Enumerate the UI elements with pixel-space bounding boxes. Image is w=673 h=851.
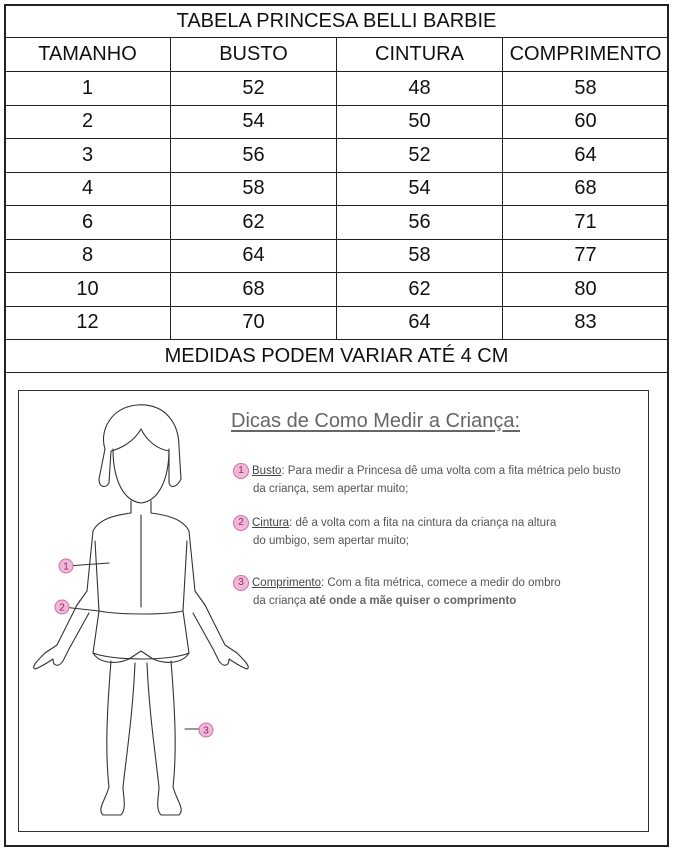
tip-busto [233,463,643,498]
tip-text-continuation: do umbigo, sem apertar muito; [253,534,409,547]
cell-comprimento: 80 [503,273,669,307]
guide-title: Dicas de Como Medir a Criança: [231,410,520,432]
cell-busto: 54 [171,105,337,139]
cell-comprimento: 83 [503,306,669,340]
table-header-row [5,38,669,72]
header-tamanho: TAMANHO [5,38,171,72]
table-title: TABELA PRINCESA BELLI BARBIE [5,5,669,38]
tip-text-continuation: da criança, sem apertar muito; [253,482,409,495]
cell-comprimento: 71 [503,206,669,240]
tip-comprimento [233,575,643,610]
cell-busto: 68 [171,273,337,307]
cell-cintura: 62 [337,273,503,307]
table-row [5,306,669,340]
tip-text: : Para medir a Princesa dê uma volta com a fita métrica pelo busto [281,465,621,478]
marker-cintura-label: 2 [59,602,65,614]
cell-comprimento: 77 [503,239,669,273]
header-busto: BUSTO [171,38,337,72]
size-table [4,4,669,373]
table-row [5,72,669,106]
tip-term: Busto [252,465,282,478]
marker-busto-label: 1 [63,561,69,573]
cell-cintura: 50 [337,105,503,139]
cell-size: 8 [5,239,171,273]
header-cintura: CINTURA [337,38,503,72]
marker-comprimento [199,723,213,737]
marker-cintura [55,600,69,614]
tip-text-continuation: da criança [253,594,310,607]
cell-size: 12 [5,306,171,340]
table-row [5,139,669,173]
cell-cintura: 64 [337,306,503,340]
table-row [5,206,669,240]
tip-number-badge: 3 [233,575,249,591]
tip-text-emphasis: até onde a mãe quiser o comprimento [309,594,517,607]
cell-cintura: 54 [337,172,503,206]
cell-size: 4 [5,172,171,206]
tip-text: : dê a volta com a fita na cintura da criança na altura [289,517,557,530]
table-row [5,172,669,206]
table-footer-note: MEDIDAS PODEM VARIAR ATÉ 4 CM [5,340,669,373]
tip-term: Cintura [252,517,290,530]
cell-busto: 62 [171,206,337,240]
cell-size: 2 [5,105,171,139]
cell-cintura: 56 [337,206,503,240]
cell-size: 6 [5,206,171,240]
cell-comprimento: 68 [503,172,669,206]
tip-term: Comprimento [252,577,322,590]
cell-busto: 58 [171,172,337,206]
table-row [5,273,669,307]
cell-busto: 64 [171,239,337,273]
tip-cintura [233,515,643,550]
table-row [5,105,669,139]
cell-busto: 70 [171,306,337,340]
measurement-markers [55,559,213,737]
tip-number-badge: 1 [233,463,249,479]
cell-comprimento: 64 [503,139,669,173]
measuring-guide-panel [18,390,649,832]
cell-size: 10 [5,273,171,307]
cell-size: 1 [5,72,171,106]
cell-comprimento: 58 [503,72,669,106]
marker-busto [59,559,73,573]
cell-cintura: 48 [337,72,503,106]
cell-busto: 52 [171,72,337,106]
cell-size: 3 [5,139,171,173]
cell-busto: 56 [171,139,337,173]
marker-comprimento-label: 3 [203,725,209,737]
table-row [5,239,669,273]
header-comprimento: COMPRIMENTO [503,38,669,72]
tip-number-badge: 2 [233,515,249,531]
cell-cintura: 58 [337,239,503,273]
tip-text: : Com a fita métrica, comece a medir do ombro [321,577,561,590]
cell-comprimento: 60 [503,105,669,139]
cell-cintura: 52 [337,139,503,173]
